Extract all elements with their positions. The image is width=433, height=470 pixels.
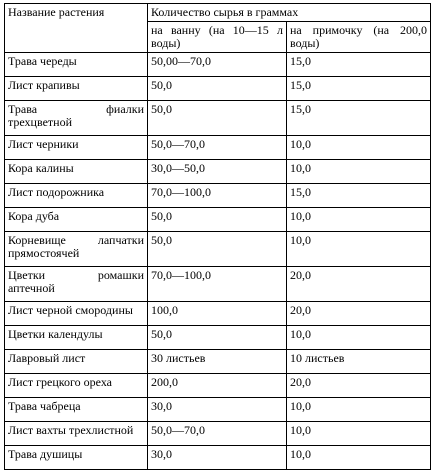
table-row <box>5 53 431 77</box>
bath-amount: 50,0 <box>148 326 287 350</box>
compress-amount: 10,0 <box>287 446 431 470</box>
header-amount: Количество сырья в граммах <box>148 4 431 22</box>
bath-amount: 50,0 <box>148 232 287 267</box>
compress-amount: 15,0 <box>287 184 431 208</box>
compress-amount: 10,0 <box>287 398 431 422</box>
plant-name: Лист черники <box>5 136 148 160</box>
bath-amount: 50,0 <box>148 101 287 136</box>
plant-name: Лист грецкого ореха <box>5 374 148 398</box>
table-row <box>5 267 431 302</box>
compress-amount: 10,0 <box>287 136 431 160</box>
compress-amount: 20,0 <box>287 267 431 302</box>
plant-name: Лист крапивы <box>5 77 148 101</box>
header-compress-text: на примочку (на 200,0 воды) <box>290 23 428 50</box>
bath-amount: 50,0 <box>148 208 287 232</box>
plant-name: Лавровый лист <box>5 350 148 374</box>
plant-name <box>5 232 148 267</box>
table-row <box>5 350 431 374</box>
plant-name: Лист вахты трехлистной <box>5 422 148 446</box>
compress-amount: 10,0 <box>287 326 431 350</box>
bath-amount: 200,0 <box>148 374 287 398</box>
table-row <box>5 232 431 267</box>
plant-name-word: прямостоячей <box>8 246 80 260</box>
plant-name-word: аптечной <box>8 281 55 295</box>
plant-name: Кора дуба <box>5 208 148 232</box>
compress-amount: 10,0 <box>287 422 431 446</box>
table-row <box>5 77 431 101</box>
bath-amount: 70,0—100,0 <box>148 267 287 302</box>
compress-amount: 20,0 <box>287 374 431 398</box>
table-row <box>5 398 431 422</box>
compress-amount: 15,0 <box>287 101 431 136</box>
table-row <box>5 374 431 398</box>
bath-amount: 30,0—50,0 <box>148 160 287 184</box>
plant-name: Лист подорожника <box>5 184 148 208</box>
plant-name-word: ромашки <box>97 268 144 282</box>
bath-amount: 30,0 <box>148 398 287 422</box>
plant-name-word: Корневище <box>8 233 66 247</box>
table-row <box>5 160 431 184</box>
plant-name <box>5 267 148 302</box>
plant-name-word: фиалки <box>106 102 144 116</box>
compress-amount: 15,0 <box>287 77 431 101</box>
compress-amount: 10 листьев <box>287 350 431 374</box>
plant-name-word: лапчатки <box>97 233 144 247</box>
table-row <box>5 184 431 208</box>
header-bath-text: на ванну (на 10—15 л воды) <box>151 23 283 50</box>
herb-dosage-table <box>4 3 431 470</box>
plant-name <box>5 101 148 136</box>
compress-amount: 10,0 <box>287 232 431 267</box>
table-row <box>5 101 431 136</box>
table-row <box>5 326 431 350</box>
plant-name: Лист черной смородины <box>5 302 148 326</box>
table-row <box>5 422 431 446</box>
compress-amount: 10,0 <box>287 160 431 184</box>
plant-name: Кора калины <box>5 160 148 184</box>
bath-amount: 30 листьев <box>148 350 287 374</box>
table-row <box>5 136 431 160</box>
table-row <box>5 446 431 470</box>
bath-amount: 100,0 <box>148 302 287 326</box>
plant-name: Цветки календулы <box>5 326 148 350</box>
header-compress <box>287 22 431 53</box>
bath-amount: 50,0—70,0 <box>148 422 287 446</box>
bath-amount: 30,0 <box>148 446 287 470</box>
compress-amount: 15,0 <box>287 53 431 77</box>
plant-name-word: Трава <box>8 102 38 116</box>
table-row <box>5 208 431 232</box>
bath-amount: 50,00—70,0 <box>148 53 287 77</box>
bath-amount: 50,0 <box>148 77 287 101</box>
plant-name-word: Цветки <box>8 268 46 282</box>
plant-name: Трава чабреца <box>5 398 148 422</box>
plant-name: Трава душицы <box>5 446 148 470</box>
header-bath <box>148 22 287 53</box>
plant-name-word: трехцветной <box>8 115 72 129</box>
table-row <box>5 302 431 326</box>
compress-amount: 10,0 <box>287 208 431 232</box>
plant-name: Трава череды <box>5 53 148 77</box>
bath-amount: 70,0—100,0 <box>148 184 287 208</box>
compress-amount: 20,0 <box>287 302 431 326</box>
bath-amount: 50,0—70,0 <box>148 136 287 160</box>
header-row-top <box>5 4 431 22</box>
header-plant-name: Название растения <box>5 4 148 53</box>
